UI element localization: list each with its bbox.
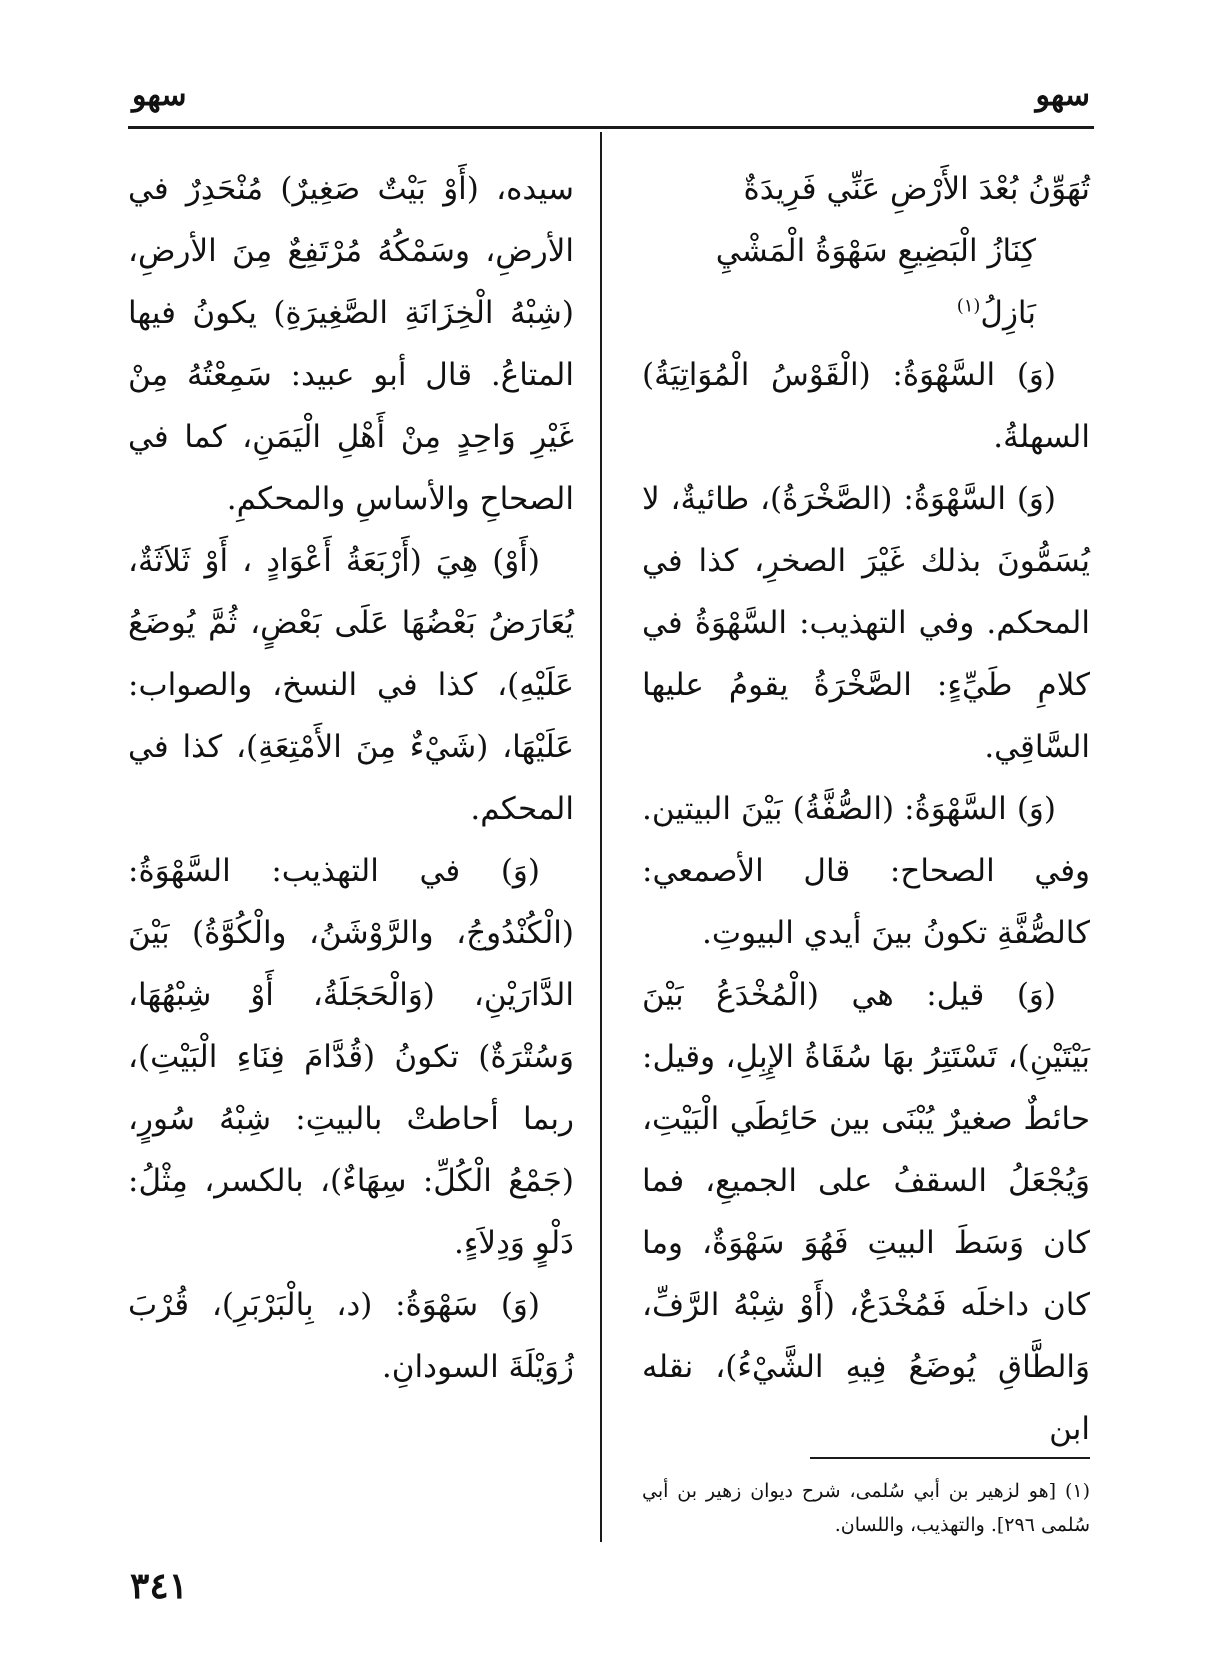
header-rule bbox=[128, 126, 1094, 129]
header-entry-word-left: سهو bbox=[132, 78, 187, 113]
left-column bbox=[128, 158, 574, 1398]
paragraph: (أَوْ) هِيَ (أَرْبَعَةُ أَعْوَادٍ ، أَوْ ثَلاَثَةٌ، يُعَارَضُ بَعْضُهَا عَلَى بَعْضٍ، ثُمَّ يُوضَعُ عَلَيْهِ)، كذا في النسخ، والصواب: عَلَيْهَا، (شَيْءٌ مِنَ الأَمْتِعَةِ)، كذا في المحكم. bbox=[128, 543, 574, 827]
right-column bbox=[642, 158, 1090, 1460]
header-entry-word-right: سهو bbox=[1035, 78, 1090, 113]
paragraph: (وَ) السَّهْوَةُ: (الصُّفَّةُ) بَيْنَ البيتين. وفي الصحاح: قال الأصمعي: كالصُّفَّةِ تكونُ بينَ أيدي البيوتِ. bbox=[642, 791, 1090, 951]
paragraph: سيده، (أَوْ بَيْتٌ صَغِيرٌ) مُنْحَدِرٌ في الأرضِ، وسَمْكُهُ مُرْتَفِعٌ مِنَ الأرضِ، (شِبْهُ الْخِزَانَةِ الصَّغِيرَةِ) يكونُ فيها المتاعُ. قال أبو عبيد: سَمِعْتُهُ مِنْ غَيْرِ وَاحِدٍ مِنْ أَهْلِ الْيَمَنِ، كما في الصحاحِ والأساسِ والمحكمِ. bbox=[128, 171, 574, 517]
page-number: ٣٤١ bbox=[130, 1565, 189, 1607]
verse-line-2 bbox=[642, 220, 1090, 344]
verse-line-2-text: كِنَازُ الْبَضِيعِ سَهْوَةُ الْمَشْيِ بَازِلُ bbox=[715, 233, 1036, 331]
verse-line-1: تُهَوِّنُ بُعْدَ الأَرْضِ عَنِّي فَرِيدَةٌ bbox=[743, 171, 1090, 207]
paragraph: (وَ) قيل: هي (الْمُخْدَعُ بَيْنَ بَيْتَيْنِ)، تَسْتَتِرُ بهَا سُقَاةُ الإِبِلِ، وقيل: حائطٌ صغيرٌ يُبْنَى بين حَائِطَي الْبَيْتِ، وَيُجْعَلُ السقفُ على الجميعِ، فما كان وَسَطَ البيتِ فَهُوَ سَهْوَةٌ، وما كان داخلَه فَمُخْدَعٌ، (أَوْ شِبْهُ الرَّفِّ، وَالطَّاقِ يُوضَعُ فِيهِ الشَّيْءُ)، نقله ابن bbox=[642, 977, 1090, 1447]
paragraph: (وَ) في التهذيب: السَّهْوَةُ: (الْكُنْدُوجُ، والرَّوْشَنُ، والْكُوَّةُ) بَيْنَ الدَّارَيْنِ، (وَالْحَجَلَةُ، أَوْ شِبْهُهَا، وَسُتْرَةٌ) تكونُ (قُدَّامَ فِنَاءِ الْبَيْتِ)، ربما أحاطتْ بالبيتِ: شِبْهُ سُورٍ، (جَمْعُ الْكُلِّ: سِهَاءٌ)، بالكسر، مِثْلُ: دَلْوٍ وَدِلاَءٍ. bbox=[128, 853, 574, 1261]
footnote: (١) [هو لزهير بن أبي سُلمى، شرح ديوان زهير بن أبي سُلمى ٢٩٦]. والتهذيب، واللسان. bbox=[642, 1480, 1090, 1536]
paragraph: (وَ) السَّهْوَةُ: (الصَّخْرَةُ)، طائيةٌ، لا يُسَمُّونَ بذلك غَيْرَ الصخرِ، كذا في المحكم. وفي التهذيب: السَّهْوَةُ في كلامِ طَيِّءٍ: الصَّخْرَةُ يقومُ عليها السَّاقِي. bbox=[642, 481, 1090, 765]
paragraph: (وَ) السَّهْوَةُ: (الْقَوْسُ الْمُوَاتِيَةُ) السهلةُ. bbox=[642, 357, 1090, 455]
footnote-reference: (١) bbox=[956, 295, 981, 317]
paragraph: (وَ) سَهْوَةُ: (د، بِالْبَرْبَرِ)، قُرْبَ زُوَيْلَةَ السودانِ. bbox=[128, 1287, 574, 1385]
column-divider bbox=[600, 132, 602, 1542]
footnote-rule bbox=[810, 1457, 1090, 1459]
